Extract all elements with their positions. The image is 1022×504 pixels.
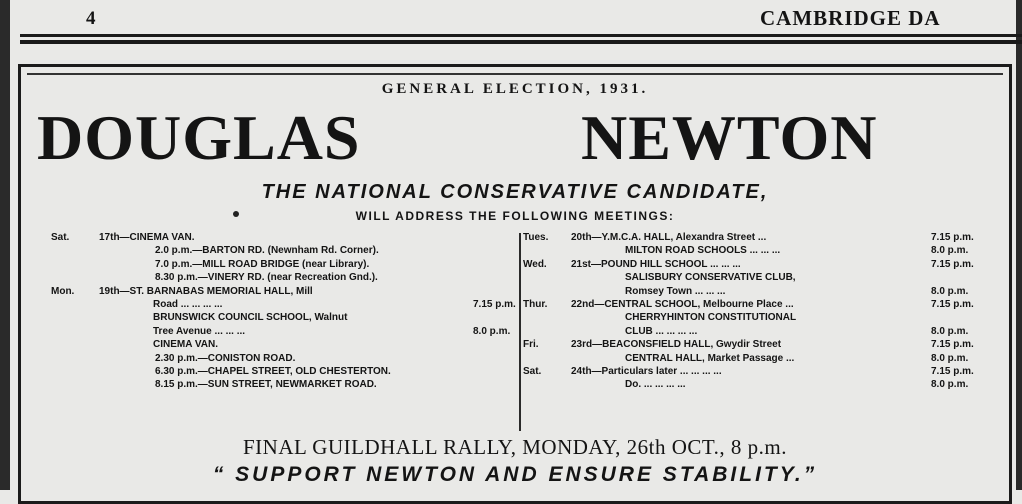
meeting-row [51, 244, 521, 257]
meeting-time: 7.15 p.m. [931, 258, 974, 270]
meeting-venue: 7.0 p.m.—MILL ROAD BRIDGE (near Library). [155, 258, 370, 270]
meeting-venue: Romsey Town ... ... ... [625, 285, 726, 297]
meeting-row [51, 311, 521, 324]
meeting-venue: 17th—CINEMA VAN. [99, 232, 195, 243]
candidate-title: THE NATIONAL CONSERVATIVE CANDIDATE, [261, 181, 769, 203]
candidate-last-name: NEWTON [581, 102, 878, 173]
meeting-day: Sat. [523, 365, 542, 377]
meeting-row [523, 311, 993, 324]
meeting-time: 8.0 p.m. [931, 325, 969, 337]
meeting-time: 8.0 p.m. [931, 352, 969, 364]
meeting-time: 8.0 p.m. [931, 379, 969, 391]
meeting-venue: CLUB ... ... ... ... [625, 325, 698, 337]
meeting-row [51, 285, 521, 298]
meeting-venue: 24th—Particulars later ... ... ... ... [571, 365, 722, 377]
final-rally-line: FINAL GUILDHALL RALLY, MONDAY, 26th OCT., 8 p.m. [243, 435, 787, 459]
meeting-row [51, 338, 521, 351]
meeting-venue: 8.15 p.m.—SUN STREET, NEWMARKET ROAD. [155, 379, 377, 391]
scan-edge-left [0, 0, 10, 490]
meeting-row [51, 378, 521, 391]
meeting-time: 8.0 p.m. [931, 245, 969, 257]
meeting-row [51, 365, 521, 378]
meeting-venue: 6.30 p.m.—CHAPEL STREET, OLD CHESTERTON. [155, 365, 391, 377]
meeting-row [523, 271, 993, 284]
column-divider [519, 233, 521, 431]
meeting-day: Thur. [523, 298, 548, 310]
meeting-day: Mon. [51, 285, 75, 297]
meeting-row [51, 271, 521, 284]
election-advertisement [18, 64, 1012, 504]
meetings-left-column [51, 231, 521, 392]
meeting-time: 7.15 p.m. [931, 339, 974, 351]
meeting-venue: BRUNSWICK COUNCIL SCHOOL, Walnut [153, 312, 348, 324]
meeting-time: 8.0 p.m. [473, 325, 511, 337]
meeting-time: 7.15 p.m. [473, 298, 516, 310]
meetings-right-column [523, 231, 993, 392]
meeting-row [523, 365, 993, 378]
meeting-row [51, 325, 521, 338]
meetings-intro: WILL ADDRESS THE FOLLOWING MEETINGS: [355, 209, 675, 223]
meeting-venue: 22nd—CENTRAL SCHOOL, Melbourne Place ... [571, 298, 794, 310]
meeting-venue: 21st—POUND HILL SCHOOL ... ... ... [571, 258, 741, 270]
meeting-time: 7.15 p.m. [931, 232, 974, 243]
newspaper-masthead: CAMBRIDGE DA [760, 6, 941, 30]
meeting-row [523, 258, 993, 271]
meeting-venue: Do. ... ... ... ... [625, 379, 686, 391]
meeting-row [523, 352, 993, 365]
meeting-day: Sat. [51, 232, 70, 243]
meeting-row [523, 378, 993, 391]
meeting-row [51, 298, 521, 311]
meeting-venue: 8.30 p.m.—VINERY RD. (near Recreation Gnd.). [155, 272, 378, 284]
ad-inner-rule [27, 73, 1003, 75]
meeting-venue: CENTRAL HALL, Market Passage ... [625, 352, 795, 364]
meeting-day: Wed. [523, 258, 547, 270]
meeting-venue: 20th—Y.M.C.A. HALL, Alexandra Street ... [571, 232, 767, 243]
meeting-row [523, 285, 993, 298]
meeting-venue: 23rd—BEACONSFIELD HALL, Gwydir Street [571, 339, 782, 351]
header-rule [20, 34, 1022, 37]
meeting-venue: CINEMA VAN. [153, 339, 218, 351]
meeting-venue: Tree Avenue ... ... ... [153, 325, 246, 337]
meeting-row [51, 352, 521, 365]
meeting-row [523, 231, 993, 244]
meeting-venue: 2.0 p.m.—BARTON RD. (Newnham Rd. Corner). [155, 245, 379, 257]
page-number: 4 [86, 8, 96, 29]
meeting-row [523, 244, 993, 257]
meeting-row [51, 231, 521, 244]
scan-edge-right [1016, 0, 1022, 490]
meeting-venue: MILTON ROAD SCHOOLS ... ... ... [625, 245, 781, 257]
meeting-venue: CHERRYHINTON CONSTITUTIONAL [625, 312, 797, 324]
meeting-row [523, 298, 993, 311]
meeting-day: Fri. [523, 339, 539, 351]
meeting-venue: Road ... ... ... ... [153, 298, 223, 310]
meeting-day: Tues. [523, 232, 549, 243]
header-rule-thick [20, 40, 1022, 44]
meeting-time: 7.15 p.m. [931, 298, 974, 310]
election-heading: GENERAL ELECTION, 1931. [381, 81, 649, 97]
meeting-venue: 2.30 p.m.—CONISTON ROAD. [155, 352, 296, 364]
candidate-first-name: DOUGLAS [37, 102, 361, 173]
meeting-row [51, 258, 521, 271]
meeting-venue: 19th—ST. BARNABAS MEMORIAL HALL, Mill [99, 285, 313, 297]
campaign-slogan: “ SUPPORT NEWTON AND ENSURE STABILITY.” [212, 463, 818, 486]
meeting-venue: SALISBURY CONSERVATIVE CLUB, [625, 272, 796, 284]
meeting-row [523, 325, 993, 338]
meeting-row [523, 338, 993, 351]
meeting-time: 7.15 p.m. [931, 365, 974, 377]
meeting-time: 8.0 p.m. [931, 285, 969, 297]
